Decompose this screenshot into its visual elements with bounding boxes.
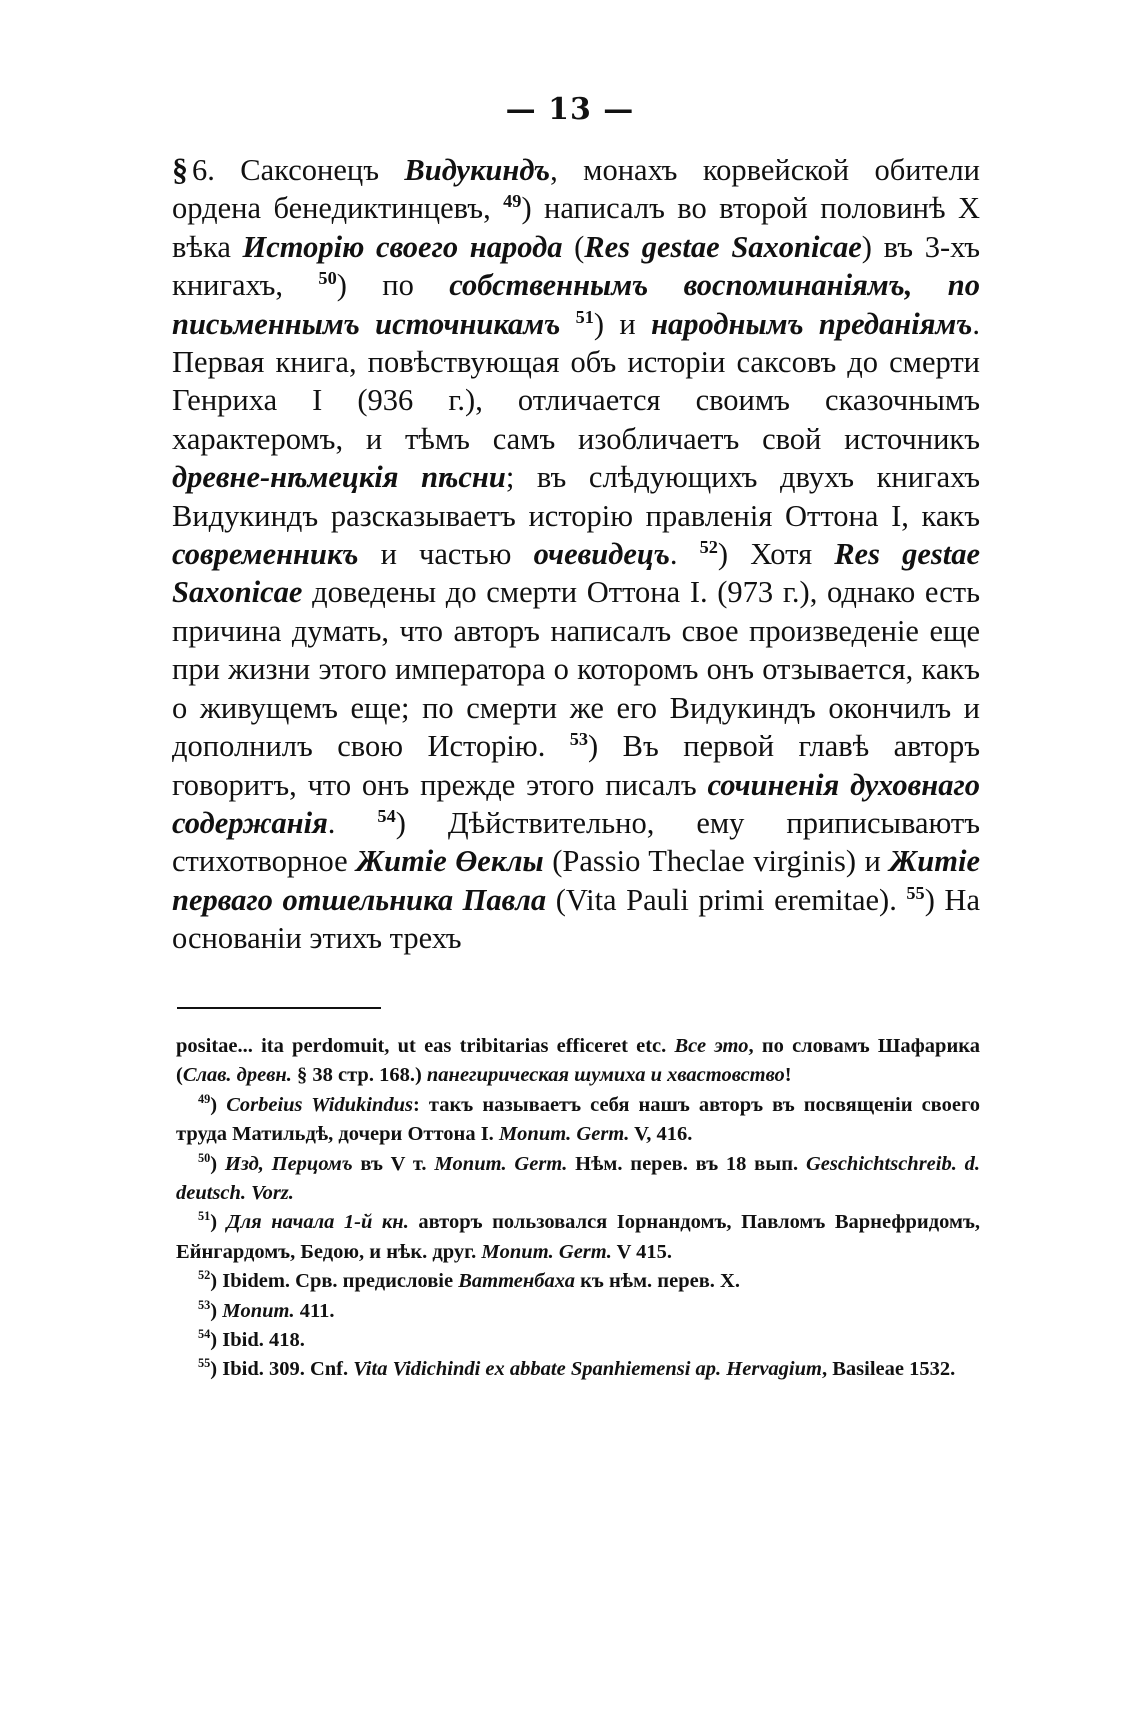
text-run-italic: очевидецъ: [533, 537, 670, 572]
text-run: ): [210, 1211, 227, 1234]
text-run: V 415.: [611, 1240, 673, 1263]
text-run: Нѣм. перев. въ 18 вып.: [567, 1152, 806, 1175]
footnote-ref: 50: [318, 268, 337, 289]
footnote-number: 49: [198, 1091, 211, 1106]
text-run: 6. Саксонецъ: [192, 153, 405, 187]
text-run-italic: Исторію своего народа: [242, 229, 563, 264]
text-run: ) Ibid. 309. Cnf.: [210, 1358, 354, 1381]
text-run: ) Дѣйствительно, ему приписываютъ стихотворное: [172, 805, 980, 879]
text-run: доведены до смерти Оттона I. (973 г.), однако есть причина думать, что авторъ написалъ свое произведеніе еще при жизни этого императора о которомъ онъ отзывается, какъ о живущемъ еще; по смерти же его Видукиндъ окончилъ и дополнилъ свою Исторію.: [172, 575, 980, 764]
text-run-italic: сочиненія духовнаго содержанія: [172, 767, 980, 840]
footnote-number: 52: [198, 1268, 211, 1283]
text-run-italic: Слав. древн.: [182, 1064, 292, 1087]
text-run-italic: панегирическая шумиха и хвастовство: [426, 1064, 785, 1087]
text-run: ) Ibid. 418.: [210, 1329, 305, 1352]
footnote-ref: 55: [906, 882, 925, 903]
section-sign: §: [172, 151, 188, 187]
footnote-number: 53: [198, 1297, 211, 1312]
footnote-ref: 49: [503, 191, 522, 212]
text-run-italic: Monum. Germ.: [434, 1152, 568, 1175]
text-run: ) Хотя: [717, 537, 835, 572]
main-text: [172, 150, 980, 958]
footnote-52: [176, 1267, 980, 1296]
text-run-italic: Для начала 1-й кн.: [226, 1211, 409, 1234]
text-run: ) Въ первой главѣ авторъ говоритъ, что онъ прежде этого писалъ: [172, 729, 981, 802]
text-run: positae... ita perdomuit, ut eas tribitarias efficeret etc.: [176, 1035, 675, 1057]
footnote-55: [176, 1355, 980, 1384]
page-number: — 13 —: [505, 92, 635, 127]
footnotes: [176, 1032, 980, 1385]
text-run: ) въ 3-хъ книгахъ,: [172, 229, 980, 303]
text-run-italic: древне-нѣмецкія пѣсни: [172, 460, 506, 495]
text-run: (Vita Pauli primi eremitae).: [546, 882, 907, 917]
footnote-54: [176, 1326, 980, 1355]
text-run: V, 416.: [629, 1123, 693, 1146]
text-run: ): [210, 1299, 223, 1322]
text-run: ) На основаніи этихъ трехъ: [172, 882, 980, 956]
text-run-italic: Monum. Germ.: [498, 1123, 630, 1146]
text-run: !: [784, 1064, 792, 1087]
text-run-italic: Изд, Перцомъ: [224, 1152, 353, 1175]
text-run: .: [327, 805, 378, 840]
footnote-number: 50: [198, 1150, 211, 1165]
footnote-ref: 53: [569, 728, 589, 749]
footnote-ref: 52: [699, 536, 718, 557]
footnote-continuation: [176, 1032, 980, 1091]
text-run-italic: Res gestae Saxonicae: [172, 537, 981, 610]
text-run: , Basileae 1532.: [821, 1358, 956, 1381]
text-run-italic: собственнымъ воспоминаніямъ, по письменнымъ источникамъ: [172, 268, 981, 341]
footnote-ref: 54: [377, 805, 396, 826]
text-run: (Passio Theclae virginis) и: [543, 844, 890, 879]
text-run-italic: Monum. Germ.: [481, 1240, 612, 1263]
text-run-italic: народнымъ преданіямъ: [651, 306, 973, 341]
text-run: въ V т.: [352, 1152, 435, 1175]
text-run-italic: современникъ: [172, 537, 359, 572]
text-run-italic: Res gestae Saxonicae: [584, 229, 862, 264]
footnote-53: [176, 1297, 980, 1326]
text-run: , по словамъ Шафарика (: [176, 1035, 981, 1087]
footnote-divider: [177, 1007, 381, 1009]
text-run: (: [562, 229, 585, 264]
text-run: и частью: [358, 537, 534, 572]
text-run-italic: Monum.: [222, 1299, 295, 1322]
text-run: .: [669, 537, 700, 572]
footnote-ref: 51: [575, 306, 594, 327]
text-run: ): [210, 1152, 225, 1175]
text-run-italic: Corbeius Widukindus: [226, 1093, 414, 1116]
text-run: . Первая книга, повѣствующая объ исторіи саксовъ до смерти Генриха I (936 г.), отличается своимъ сказочнымъ характеромъ, и тѣмъ самъ изобличаетъ свой источникъ: [172, 306, 981, 456]
text-run: ) Ibidem. Срв. предисловіе: [210, 1270, 459, 1293]
text-run: ) по: [336, 268, 450, 303]
text-run: ) и: [593, 306, 652, 341]
text-run: , монахъ корвейской обители ордена бенедиктинцевъ,: [172, 153, 980, 226]
text-run-italic: Житіе Өеклы: [356, 844, 544, 879]
text-run: авторъ пользовался Іорнандомъ, Павломъ Варнефридомъ, Ейнгардомъ, Бедою, и нѣк. друг.: [176, 1211, 981, 1263]
footnote-50: [176, 1150, 980, 1209]
text-run: [560, 307, 575, 341]
text-run: ; въ слѣдующихъ двухъ книгахъ Видукиндъ разсказываетъ исторію правленія Оттона I, какъ: [172, 460, 980, 533]
text-run: 411.: [294, 1299, 335, 1322]
text-run-italic: Ваттенбаха: [458, 1270, 575, 1293]
text-run-italic: Видукиндъ: [404, 153, 551, 187]
text-run-italic: Житіе перваго отшельника Павла: [172, 844, 980, 917]
text-run: : такъ называетъ себя нашъ авторъ въ посвященіи своего труда Матильдѣ, дочери Оттона I.: [176, 1093, 980, 1146]
text-run: § 38 стр. 168.): [291, 1064, 427, 1087]
text-run: ): [210, 1093, 227, 1116]
text-run: къ нѣм. перев. X.: [574, 1270, 740, 1293]
footnote-49: [176, 1091, 980, 1150]
text-run-italic: Все это: [674, 1035, 749, 1057]
text-run: ) написалъ во второй половинѣ X вѣка: [172, 191, 980, 264]
text-run-italic: Geschichtschreib. d. deutsch. Vorz.: [176, 1152, 980, 1205]
footnote-number: 54: [198, 1327, 211, 1342]
footnote-number: 51: [198, 1209, 211, 1224]
footnote-number: 55: [198, 1356, 211, 1371]
text-run-italic: Vita Vidichindi ex abbate Spanhiemensi ap. Hervagium: [353, 1358, 822, 1381]
footnote-51: [176, 1208, 980, 1267]
